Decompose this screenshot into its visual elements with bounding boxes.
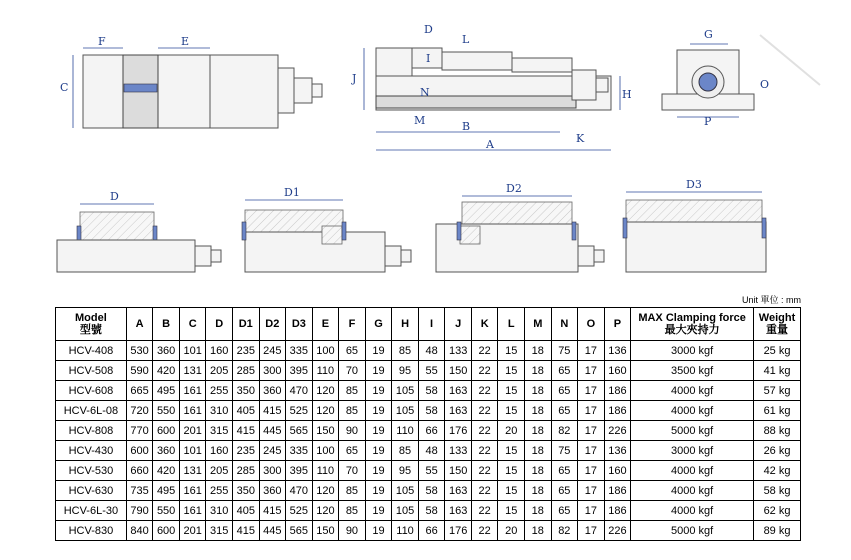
label-D2: D2 <box>506 182 522 195</box>
cell-n: 75 <box>551 441 578 461</box>
cell-g: 19 <box>365 381 392 401</box>
cell-g: 19 <box>365 341 392 361</box>
cell-weight: 57 kg <box>754 381 801 401</box>
cell-c: 131 <box>179 461 206 481</box>
cell-j: 163 <box>445 381 472 401</box>
cell-g: 19 <box>365 461 392 481</box>
cell-weight: 88 kg <box>754 421 801 441</box>
label-I: I <box>426 52 431 65</box>
cell-o: 17 <box>578 521 605 541</box>
cell-h: 105 <box>392 401 419 421</box>
header-l: L <box>498 308 525 341</box>
table-row <box>56 441 801 461</box>
cell-d1: 405 <box>232 401 259 421</box>
cell-k: 22 <box>471 381 498 401</box>
cell-l: 15 <box>498 481 525 501</box>
cell-e: 150 <box>312 421 339 441</box>
cell-l: 20 <box>498 421 525 441</box>
cell-f: 70 <box>339 361 366 381</box>
cell-clamping-force: 3000 kgf <box>631 341 754 361</box>
cell-model: HCV-508 <box>56 361 127 381</box>
header-model: Model 型號 <box>56 308 127 341</box>
cell-k: 22 <box>471 421 498 441</box>
cell-f: 85 <box>339 481 366 501</box>
cell-clamping-force: 4000 kgf <box>631 401 754 421</box>
cell-i: 58 <box>418 381 445 401</box>
cell-j: 163 <box>445 501 472 521</box>
cell-b: 495 <box>153 381 180 401</box>
table-row <box>56 401 801 421</box>
cell-d3: 395 <box>286 361 313 381</box>
cell-d1: 235 <box>232 441 259 461</box>
cell-i: 55 <box>418 361 445 381</box>
label-A: A <box>486 138 494 151</box>
header-e: E <box>312 308 339 341</box>
cell-model: HCV-608 <box>56 381 127 401</box>
cell-d1: 405 <box>232 501 259 521</box>
cell-p: 136 <box>604 441 631 461</box>
header-j: J <box>445 308 472 341</box>
cell-m: 18 <box>525 441 552 461</box>
cell-p: 186 <box>604 401 631 421</box>
cell-l: 15 <box>498 381 525 401</box>
cell-d1: 415 <box>232 521 259 541</box>
cell-l: 15 <box>498 501 525 521</box>
table-row <box>56 341 801 361</box>
label-B: B <box>462 120 471 133</box>
header-h: H <box>392 308 419 341</box>
cell-n: 65 <box>551 401 578 421</box>
cell-g: 19 <box>365 521 392 541</box>
cell-d2: 445 <box>259 421 286 441</box>
cell-c: 161 <box>179 501 206 521</box>
cell-d: 310 <box>206 501 233 521</box>
cell-f: 85 <box>339 381 366 401</box>
cell-clamping-force: 4000 kgf <box>631 501 754 521</box>
cell-e: 120 <box>312 501 339 521</box>
table-row <box>56 381 801 401</box>
cell-weight: 25 kg <box>754 341 801 361</box>
cell-p: 186 <box>604 481 631 501</box>
cell-b: 495 <box>153 481 180 501</box>
cell-m: 18 <box>525 501 552 521</box>
cell-clamping-force: 5000 kgf <box>631 421 754 441</box>
header-n: N <box>551 308 578 341</box>
cell-i: 66 <box>418 521 445 541</box>
cell-o: 17 <box>578 401 605 421</box>
unit-label: Unit 單位 : mm <box>741 295 801 305</box>
cell-weight: 42 kg <box>754 461 801 481</box>
table-row <box>56 521 801 541</box>
cell-o: 17 <box>578 481 605 501</box>
cell-c: 101 <box>179 341 206 361</box>
label-D1: D1 <box>284 186 300 199</box>
label-D-side: D <box>424 23 433 36</box>
cell-e: 110 <box>312 461 339 481</box>
label-P: P <box>704 115 712 128</box>
table-row <box>56 361 801 381</box>
cell-j: 150 <box>445 361 472 381</box>
label-O: O <box>760 78 770 91</box>
cell-clamping-force: 3000 kgf <box>631 441 754 461</box>
table-row <box>56 421 801 441</box>
cell-d1: 350 <box>232 481 259 501</box>
cell-c: 131 <box>179 361 206 381</box>
header-i: I <box>418 308 445 341</box>
table-row <box>56 501 801 521</box>
cell-e: 150 <box>312 521 339 541</box>
cell-k: 22 <box>471 361 498 381</box>
cell-o: 17 <box>578 501 605 521</box>
cell-d3: 525 <box>286 501 313 521</box>
cell-k: 22 <box>471 441 498 461</box>
cell-d: 310 <box>206 401 233 421</box>
cell-d3: 565 <box>286 421 313 441</box>
cell-d2: 245 <box>259 441 286 461</box>
cell-j: 176 <box>445 421 472 441</box>
cell-clamping-force: 3500 kgf <box>631 361 754 381</box>
cell-f: 85 <box>339 401 366 421</box>
cell-a: 590 <box>126 361 153 381</box>
header-f: F <box>339 308 366 341</box>
jaw-view-d1 <box>242 186 411 272</box>
cell-p: 160 <box>604 361 631 381</box>
cell-g: 19 <box>365 501 392 521</box>
cell-d2: 415 <box>259 501 286 521</box>
cell-d: 315 <box>206 521 233 541</box>
header-d2: D2 <box>259 308 286 341</box>
cell-n: 65 <box>551 361 578 381</box>
cell-j: 133 <box>445 441 472 461</box>
cell-l: 15 <box>498 461 525 481</box>
cell-n: 82 <box>551 521 578 541</box>
header-o: O <box>578 308 605 341</box>
cell-h: 110 <box>392 521 419 541</box>
cell-weight: 26 kg <box>754 441 801 461</box>
header-a: A <box>126 308 153 341</box>
label-F: F <box>98 35 106 48</box>
label-D3: D3 <box>686 178 702 191</box>
cell-b: 420 <box>153 361 180 381</box>
cell-o: 17 <box>578 421 605 441</box>
cell-i: 58 <box>418 401 445 421</box>
cell-d: 205 <box>206 361 233 381</box>
cell-e: 120 <box>312 401 339 421</box>
cell-o: 17 <box>578 381 605 401</box>
cell-m: 18 <box>525 481 552 501</box>
cell-c: 201 <box>179 421 206 441</box>
cell-d3: 470 <box>286 381 313 401</box>
cell-d2: 300 <box>259 361 286 381</box>
jaw-view-d3 <box>623 178 766 272</box>
cell-h: 105 <box>392 481 419 501</box>
header-g: G <box>365 308 392 341</box>
cell-j: 176 <box>445 521 472 541</box>
cell-p: 226 <box>604 421 631 441</box>
cell-n: 65 <box>551 381 578 401</box>
cell-l: 15 <box>498 441 525 461</box>
cell-k: 22 <box>471 521 498 541</box>
cell-k: 22 <box>471 401 498 421</box>
cell-n: 65 <box>551 461 578 481</box>
cell-weight: 41 kg <box>754 361 801 381</box>
header-d1: D1 <box>232 308 259 341</box>
cell-j: 133 <box>445 341 472 361</box>
cell-f: 90 <box>339 521 366 541</box>
cell-d: 160 <box>206 441 233 461</box>
cell-g: 19 <box>365 401 392 421</box>
label-E: E <box>181 35 190 48</box>
cell-d1: 350 <box>232 381 259 401</box>
jaw-view-d <box>57 190 221 272</box>
cell-d3: 470 <box>286 481 313 501</box>
cell-d3: 335 <box>286 441 313 461</box>
cell-m: 18 <box>525 381 552 401</box>
cell-o: 17 <box>578 341 605 361</box>
cell-p: 160 <box>604 461 631 481</box>
cell-i: 58 <box>418 501 445 521</box>
cell-b: 600 <box>153 521 180 541</box>
cell-l: 15 <box>498 361 525 381</box>
cell-n: 75 <box>551 341 578 361</box>
cell-c: 161 <box>179 481 206 501</box>
cell-l: 15 <box>498 401 525 421</box>
cell-d2: 360 <box>259 381 286 401</box>
cell-clamping-force: 4000 kgf <box>631 461 754 481</box>
cell-i: 58 <box>418 481 445 501</box>
cell-model: HCV-630 <box>56 481 127 501</box>
cell-h: 95 <box>392 361 419 381</box>
cell-o: 17 <box>578 361 605 381</box>
cell-d: 315 <box>206 421 233 441</box>
cell-d: 255 <box>206 381 233 401</box>
cell-i: 66 <box>418 421 445 441</box>
cell-e: 100 <box>312 441 339 461</box>
cell-a: 840 <box>126 521 153 541</box>
cell-model: HCV-830 <box>56 521 127 541</box>
cell-d: 255 <box>206 481 233 501</box>
cell-n: 65 <box>551 481 578 501</box>
header-c: C <box>179 308 206 341</box>
cell-f: 65 <box>339 341 366 361</box>
header-d: D <box>206 308 233 341</box>
cell-k: 22 <box>471 501 498 521</box>
cell-d: 160 <box>206 341 233 361</box>
cell-j: 163 <box>445 401 472 421</box>
label-K: K <box>576 132 585 145</box>
cell-h: 105 <box>392 501 419 521</box>
top-view-drawing <box>60 35 322 128</box>
cell-j: 163 <box>445 481 472 501</box>
cell-d1: 235 <box>232 341 259 361</box>
cell-m: 18 <box>525 341 552 361</box>
cell-h: 105 <box>392 381 419 401</box>
cell-a: 665 <box>126 381 153 401</box>
cell-a: 735 <box>126 481 153 501</box>
cell-g: 19 <box>365 481 392 501</box>
cell-p: 226 <box>604 521 631 541</box>
cell-a: 770 <box>126 421 153 441</box>
cell-m: 18 <box>525 421 552 441</box>
cell-f: 85 <box>339 501 366 521</box>
cell-b: 550 <box>153 401 180 421</box>
cell-i: 55 <box>418 461 445 481</box>
cell-g: 19 <box>365 361 392 381</box>
cell-a: 530 <box>126 341 153 361</box>
cell-c: 101 <box>179 441 206 461</box>
cell-weight: 89 kg <box>754 521 801 541</box>
cell-n: 82 <box>551 421 578 441</box>
cell-d3: 335 <box>286 341 313 361</box>
header-k: K <box>471 308 498 341</box>
cell-d2: 445 <box>259 521 286 541</box>
cell-model: HCV-408 <box>56 341 127 361</box>
cell-m: 18 <box>525 401 552 421</box>
header-clamping-force: MAX Clamping force 最大夾持力 <box>631 308 754 341</box>
cell-clamping-force: 4000 kgf <box>631 481 754 501</box>
cell-model: HCV-6L-08 <box>56 401 127 421</box>
cell-b: 360 <box>153 441 180 461</box>
front-view-drawing <box>662 28 820 128</box>
header-m: M <box>525 308 552 341</box>
cell-l: 20 <box>498 521 525 541</box>
cell-j: 150 <box>445 461 472 481</box>
jaw-view-d2 <box>436 182 604 272</box>
cell-e: 100 <box>312 341 339 361</box>
cell-h: 85 <box>392 341 419 361</box>
cell-p: 186 <box>604 381 631 401</box>
cell-d: 205 <box>206 461 233 481</box>
cell-h: 110 <box>392 421 419 441</box>
cell-e: 120 <box>312 481 339 501</box>
cell-e: 120 <box>312 381 339 401</box>
cell-i: 48 <box>418 441 445 461</box>
table-row <box>56 481 801 501</box>
table-header-row <box>56 308 801 341</box>
cell-p: 186 <box>604 501 631 521</box>
cell-b: 600 <box>153 421 180 441</box>
header-p: P <box>604 308 631 341</box>
cell-model: HCV-530 <box>56 461 127 481</box>
cell-k: 22 <box>471 341 498 361</box>
cell-d3: 525 <box>286 401 313 421</box>
cell-g: 19 <box>365 441 392 461</box>
cell-a: 720 <box>126 401 153 421</box>
cell-l: 15 <box>498 341 525 361</box>
cell-d3: 565 <box>286 521 313 541</box>
cell-d2: 415 <box>259 401 286 421</box>
label-G: G <box>704 28 713 41</box>
cell-model: HCV-808 <box>56 421 127 441</box>
cell-b: 420 <box>153 461 180 481</box>
cell-a: 600 <box>126 441 153 461</box>
cell-d1: 285 <box>232 361 259 381</box>
label-J: J <box>352 72 357 85</box>
cell-h: 85 <box>392 441 419 461</box>
cell-model: HCV-6L-30 <box>56 501 127 521</box>
cell-h: 95 <box>392 461 419 481</box>
label-M: M <box>414 114 426 127</box>
cell-d2: 300 <box>259 461 286 481</box>
side-view-drawing <box>351 23 632 151</box>
cell-f: 65 <box>339 441 366 461</box>
cell-weight: 61 kg <box>754 401 801 421</box>
cell-clamping-force: 5000 kgf <box>631 521 754 541</box>
cell-n: 65 <box>551 501 578 521</box>
cell-a: 790 <box>126 501 153 521</box>
cell-a: 660 <box>126 461 153 481</box>
cell-k: 22 <box>471 461 498 481</box>
table-row <box>56 461 801 481</box>
label-H: H <box>622 88 632 101</box>
spec-table <box>55 307 801 541</box>
cell-e: 110 <box>312 361 339 381</box>
cell-m: 18 <box>525 521 552 541</box>
cell-c: 161 <box>179 401 206 421</box>
cell-weight: 58 kg <box>754 481 801 501</box>
cell-f: 90 <box>339 421 366 441</box>
header-weight: Weight 重量 <box>754 308 801 341</box>
cell-d1: 285 <box>232 461 259 481</box>
cell-clamping-force: 4000 kgf <box>631 381 754 401</box>
cell-weight: 62 kg <box>754 501 801 521</box>
cell-d2: 245 <box>259 341 286 361</box>
cell-m: 18 <box>525 361 552 381</box>
table-body <box>56 341 801 541</box>
cell-d2: 360 <box>259 481 286 501</box>
cell-p: 136 <box>604 341 631 361</box>
label-C: C <box>60 81 69 94</box>
cell-f: 70 <box>339 461 366 481</box>
cell-model: HCV-430 <box>56 441 127 461</box>
cell-o: 17 <box>578 461 605 481</box>
cell-c: 161 <box>179 381 206 401</box>
label-D-jaw: D <box>110 190 119 203</box>
cell-m: 18 <box>525 461 552 481</box>
cell-k: 22 <box>471 481 498 501</box>
header-b: B <box>153 308 180 341</box>
label-N: N <box>420 86 430 99</box>
cell-c: 201 <box>179 521 206 541</box>
cell-b: 360 <box>153 341 180 361</box>
cell-d1: 415 <box>232 421 259 441</box>
cell-b: 550 <box>153 501 180 521</box>
cell-d3: 395 <box>286 461 313 481</box>
cell-g: 19 <box>365 421 392 441</box>
header-d3: D3 <box>286 308 313 341</box>
cell-o: 17 <box>578 441 605 461</box>
cell-i: 48 <box>418 341 445 361</box>
label-L: L <box>462 33 470 46</box>
